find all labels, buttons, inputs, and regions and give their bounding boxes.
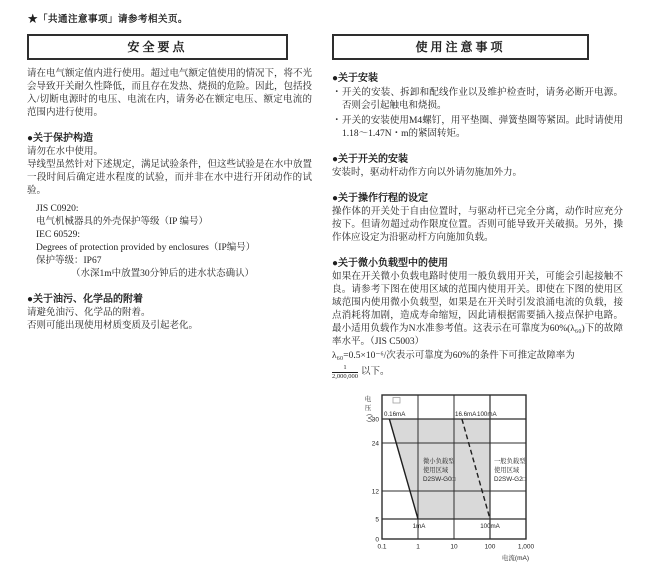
oil-paragraph-1: 请避免油污、化学品的附着。 <box>27 308 151 318</box>
common-precautions-note: ★「共通注意事项」请参考相关页。 <box>28 14 189 25</box>
micro-load-region-label: 微小负载型 <box>423 458 455 465</box>
failure-rate-formula <box>332 350 623 363</box>
formula-tail: 以下。 <box>361 367 390 378</box>
y-axis-title-char: 电 <box>364 396 372 403</box>
general-load-region-model: D2SW-G2□ <box>494 476 527 483</box>
top-label-16p6mA: 16.6mA <box>455 411 477 418</box>
y-tick-5: 5 <box>375 516 379 524</box>
bullet-dot-icon: ・ <box>332 116 342 126</box>
general-load-region-label: 一般负载型 <box>494 458 526 465</box>
stroke-paragraph: 操作体的开关处于自由位置时，与驱动杆已完全分离，动作时应充分按下。但请勿超过动作限度位置。否则可能导致开关破损。另外，操作体应设定为沿驱动杆方向施加负载。 <box>332 207 623 243</box>
stroke-section-title: ●关于操作行程的设定 <box>332 193 429 204</box>
micro-load-region-label: 使用区域 <box>423 467 449 474</box>
ref-jis: JIS C0920: <box>36 204 79 214</box>
install-bullet-1 <box>332 87 623 113</box>
y-tick-30: 30 <box>371 416 379 424</box>
micro-load-region-model: D2SW-G0□ <box>423 476 456 483</box>
install-bullet-2 <box>332 115 623 141</box>
protection-paragraph-2: 导线型虽然针对下述规定，满足试验条件，但这些试验是在水中放置一段时间后确定进水程度的试验，而并非在水中进行开闭动作的试验。 <box>27 160 313 196</box>
x-tick-1: 1 <box>416 543 420 551</box>
formula-lead: λ₆₀=0.5×10⁻⁶/次表示可靠度为60%的条件下可推定故障率为 <box>332 351 575 361</box>
oil-paragraph-2: 否则可能出现使用材质变质及引起老化。 <box>27 321 199 331</box>
mounting-section-title: ●关于开关的安装 <box>332 154 409 165</box>
y-tick-24: 24 <box>371 440 379 448</box>
usage-column <box>332 34 623 570</box>
fraction-denominator: 2,000,000 <box>332 373 358 380</box>
general-load-region-label: 使用区域 <box>494 467 520 474</box>
load-range-chart <box>358 387 623 570</box>
install-bullet-1-text: 开关的安装、拆卸和配线作业以及维护检查时，请务必断开电源。否则会引起触电和烧损。 <box>342 88 623 111</box>
safety-intro-paragraph: 请在电气额定值内进行使用。超过电气额定值使用的情况下，将不光会导致开关耐久性降低，而且存在发热、烧损的危险。因此，包括投入/切断电源时的电压、电流在内，请务必在额定电压、额定电流的范围内进行使用。 <box>27 69 313 118</box>
install-bullet-2-text: 开关的安装使用M4螺钉，用平垫圈、弹簧垫圈等紧固。此时请使用1.18～1.47N・m的紧固转矩。 <box>342 116 623 139</box>
failure-rate-fraction-line <box>332 364 623 380</box>
small-square-mark <box>393 398 400 404</box>
usage-header-box: 使用注意事项 <box>332 34 589 60</box>
x-tick-1000: 1,000 <box>517 543 535 551</box>
load-range-chart-svg <box>358 387 558 565</box>
microload-paragraph: 如果在开关微小负载电路时使用一般负载用开关，可能会引起接触不良。请参考下图在使用区域的范围内使用开关。即使在下图的使用区域范围内使用微小负载型，如果是在开关时引发浪涌电流的负载，接点消耗将加剧，造成寿命缩短，因此请根据需要插入接点保护电路。最小适用负载作为N水准参考值。这表示在可靠度为60%(λ₆₀)下的故障率水平。（JIS C5003） <box>332 272 623 347</box>
fraction <box>332 364 358 380</box>
ref-ip-grade: 保护等级：IP67 <box>36 256 102 266</box>
safety-column <box>27 34 312 333</box>
ref-iec: IEC 60529: <box>36 230 81 240</box>
protection-paragraph-1: 请勿在水中使用。 <box>27 147 104 157</box>
y-tick-12: 12 <box>371 488 379 496</box>
bullet-dot-icon: ・ <box>332 88 342 98</box>
x-axis-title: 电流(mA) <box>501 555 529 562</box>
bottom-label-100mA: 100mA <box>480 523 500 530</box>
y-axis-title-char: 压 <box>364 405 372 412</box>
y-axis-title-unit: (V) <box>366 414 372 422</box>
microload-section-title: ●关于微小负载型中的使用 <box>332 258 449 269</box>
safety-header-box: 安全要点 <box>27 34 288 60</box>
y-tick-0: 0 <box>375 536 379 544</box>
x-tick-100: 100 <box>484 543 496 551</box>
install-section-title: ●关于安装 <box>332 73 379 84</box>
protection-section-title: ●关于保护构造 <box>27 133 94 144</box>
ref-jis-desc: 电气机械器具的外壳保护等级（IP 编号） <box>36 217 208 227</box>
bottom-label-1mA: 1mA <box>412 523 426 530</box>
top-label-0p16mA: 0.16mA <box>384 411 406 418</box>
ref-ip-note: （水深1m中放置30分钟后的进水状态确认） <box>71 269 255 279</box>
standards-reference-block <box>36 203 312 281</box>
top-label-100mA: 100mA <box>477 411 497 418</box>
mounting-paragraph: 安装时，驱动杆动作方向以外请勿施加外力。 <box>332 168 523 178</box>
fraction-numerator: 1 <box>332 364 358 373</box>
x-tick-0p1: 0.1 <box>377 543 387 551</box>
x-tick-10: 10 <box>450 543 458 551</box>
ref-iec-desc: Degrees of protection provided by enclosures（IP编号） <box>36 243 256 253</box>
oil-section-title: ●关于油污、化学品的附着 <box>27 294 144 305</box>
